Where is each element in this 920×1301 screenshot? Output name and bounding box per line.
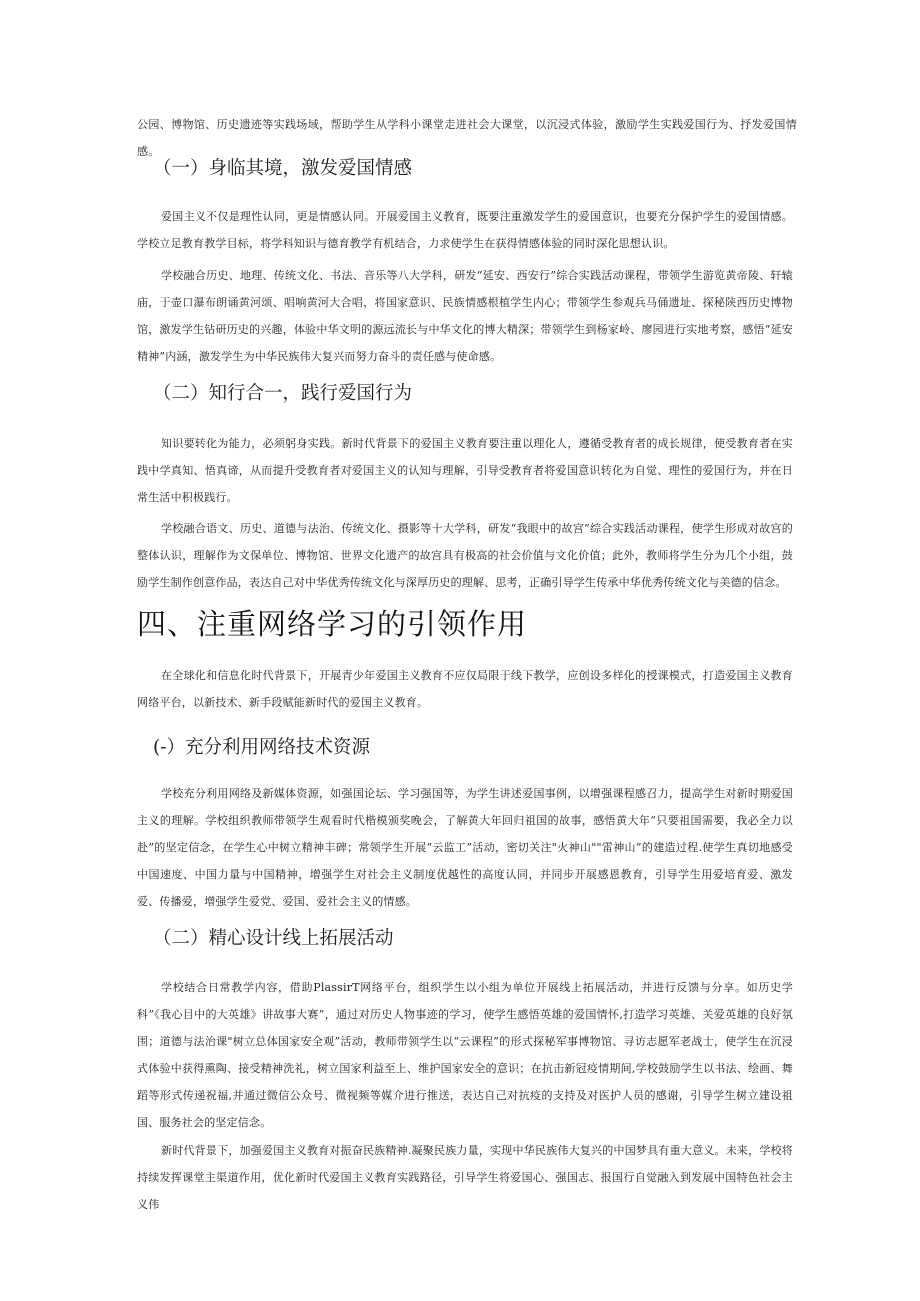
paragraph-4-2-a: 学校结合日常教学内容，借助PlassirT网络平台，组织学生以小组为单位开展线上拓展活动，并进行反馈与分享。如历史学科”《我心目中的大英雄》讲故事大赛”，通过对历史人物事迹的学习，使学生感悟英雄的爱国情怀,打造学习英雄、关爱英雄的良好氛围；道德与法治课"树立总体国家安全观”活动，教师带领学生以“云课程”的形式探秘军事博物馆、寻访志愿军老战士，使学生在沉浸式体验中获得熏陶、接受精神洗礼，树立国家利益至上、维护国家安全的意识；在抗击新冠疫情期间,学校鼓励学生以书法、绘画、舞蹈等形式传递祝福,并通过微信公众号、微视频等媒介进行推送，表达自己对抗疫的支持及对医护人员的感谢，引导学生树立建设祖国、服务社会的坚定信念。 [137,981,793,1129]
paragraph-top: 公园、博物馆、历史遗迹等实践场域，帮助学生从学科小课堂走进社会大课堂，以沉浸式体验，激励学生实践爱国行为、抒发爱国情感。 [137,118,797,158]
paragraph-4-2-b: 新时代背景下，加强爱国主义教育对振奋民族精神.凝聚民族力量，实现中华民族伟大复兴的中国梦具有重大意义。未来，学校将持续发挥课堂主渠道作用，优化新时代爱国主义教育实践路径，引导学生将爱国心、强国志、报国行自觉融入到发展中国特色社会主义伟 [137,1144,793,1211]
heading-4-2: （二）精心设计线上拓展活动 [153,928,394,949]
paragraph-3-1-b: 学校融合历史、地理、传统文化、书法、音乐等八大学科，研发“延安、西安行”综合实践活动课程，带领学生游览黄帝陵、轩辕庙，于壶口瀑布朗诵黄河颂、唱响黄河大合唱，将国家意识、民族情感根植学生内心；带领学生参观兵马俑遗址、探秘陕西历史博物馆，激发学生钻研历史的兴趣，体验中华文明的源远流长与中华文化的博大精深；带领学生到杨家岭、廖园进行实地考察，感悟“延安精神”内涵，激发学生为中华民族伟大复兴而努力奋斗的责任感与使命感。 [137,269,793,363]
heading-4-1: (-）充分利用网络技术资源 [153,737,370,758]
heading-4: 四、注重网络学习的引领作用 [137,607,528,641]
paragraph-3-2-a: 知识要转化为能力，必须躬身实践。新时代背景下的爱国主义教育要注重以理化人，遵循受教育者的成长规律，使受教育者在实践中学真知、悟真谛，从而提升受教育者对爱国主义的认知与理解，引导受教育者将爱国意识转化为自觉、理性的爱国行为，并在日常生活中积极践行。 [137,437,793,504]
paragraph-4-intro: 在全球化和信息化时代背景下，开展青少年爱国主义教育不应仅局限于线下教学，应创设多样化的授课模式，打造爱国主义教育网络平台，以新技术、新手段赋能新时代的爱国主义教育。 [137,669,793,709]
paragraph-3-2-b: 学校融合语文、历史、道德与法治、传统文化、摄影等十大学科，研发“我眼中的故宫”综合实践活动课程，使学生形成对故宫的整体认识，理解作为文保单位、博物馆、世界文化遗产的故宫具有极高的社会价值与文化价值；此外，教师将学生分为几个小组，鼓励学生制作创意作品，表达自己对中华优秀传统文化与深厚历史的理解、思考，正确引导学生传承中华优秀传统文化与美德的信念。 [137,522,793,589]
paragraph-3-1-a: 爱国主义不仅是理性认同，更是情感认同。开展爱国主义教育，既要注重激发学生的爱国意识，也要充分保护学生的爱国情感。学校立足教育教学目标，将学科知识与德育教学有机结合，力求使学生在获得情感体验的同时深化思想认识。 [137,210,793,250]
heading-3-1: （一）身临其境，激发爱国情感 [153,158,413,179]
paragraph-4-1: 学校充分利用网络及新媒体资源，如强国论坛、学习强国等，为学生讲述爱国事例，以增强课程感召力，提高学生对新时期爱国主义的理解。学校组织教师带领学生观看时代楷模颁奖晚会，了解黄大年回归祖国的故事，感悟黄大年“只要祖国需要，我必全力以赴”的坚定信念，在学生心中树立精神丰碑；常领学生开展“云监工”活动，密切关注"火神山""雷神山”的建造过程.使学生真切地感受中国速度、中国力量与中国精神，增强学生对社会主义制度优越性的高度认同，并同步开展感恩教育，引导学生用爱培育爱、激发爱、传播爱，增强学生爱党、爱国、爱社会主义的情感。 [137,787,793,908]
heading-3-2: （二）知行合一，践行爱国行为 [153,383,413,404]
